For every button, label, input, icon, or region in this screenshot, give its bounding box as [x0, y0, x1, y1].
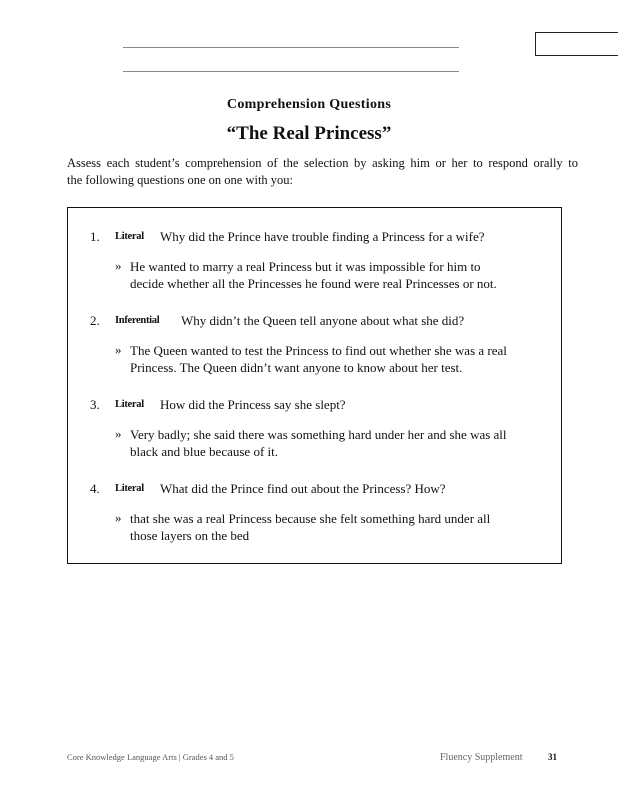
question-number: 3.	[90, 397, 100, 412]
question-text: Why did the Prince have trouble finding a Princess for a wife?	[160, 229, 485, 244]
section-heading: Comprehension Questions	[226, 97, 392, 112]
answer-line: decide whether all the Princesses he found were real Princesses or not.	[130, 276, 497, 291]
score-box	[535, 32, 618, 56]
question-number: 1.	[90, 229, 100, 244]
question-number: 2.	[90, 313, 100, 328]
answer-line: Princess. The Queen didn’t want anyone to know about her test.	[130, 360, 463, 375]
answer-bullet: »	[115, 426, 122, 441]
answer-bullet: »	[115, 510, 122, 525]
answer-bullet: »	[115, 258, 122, 273]
page-title: “The Real Princess”	[226, 123, 392, 144]
intro-line-2: the following questions one on one with you:	[67, 173, 294, 187]
question-type: Literal	[115, 399, 144, 410]
date-line	[123, 71, 459, 72]
footer-book: Fluency Supplement	[440, 752, 523, 763]
answer-bullet: »	[115, 342, 122, 357]
answer-line: that she was a real Princess because she felt something hard under all	[130, 511, 491, 526]
question-text: How did the Princess say she slept?	[160, 397, 346, 412]
question-type: Inferential	[115, 315, 160, 326]
question-number: 4.	[90, 481, 100, 496]
question-type: Literal	[115, 231, 144, 242]
question-text: What did the Prince find out about the Princess? How?	[160, 481, 446, 496]
footer-series: Core Knowledge Language Arts | Grades 4 and 5	[67, 752, 234, 762]
answer-line: The Queen wanted to test the Princess to find out whether she was a real	[130, 343, 507, 358]
answer-line: those layers on the bed	[130, 528, 250, 543]
answer-line: black and blue because of it.	[130, 444, 278, 459]
question-text: Why didn’t the Queen tell anyone about what she did?	[181, 313, 465, 328]
question-type: Literal	[115, 483, 144, 494]
page-number: 31	[548, 752, 557, 762]
answer-line: He wanted to marry a real Princess but it was impossible for him to	[130, 259, 481, 274]
intro-line-1: Assess each student’s comprehension of the selection by asking him or her to respond orally to	[67, 156, 578, 170]
name-line	[123, 47, 459, 48]
answer-line: Very badly; she said there was something hard under her and she was all	[130, 427, 507, 442]
